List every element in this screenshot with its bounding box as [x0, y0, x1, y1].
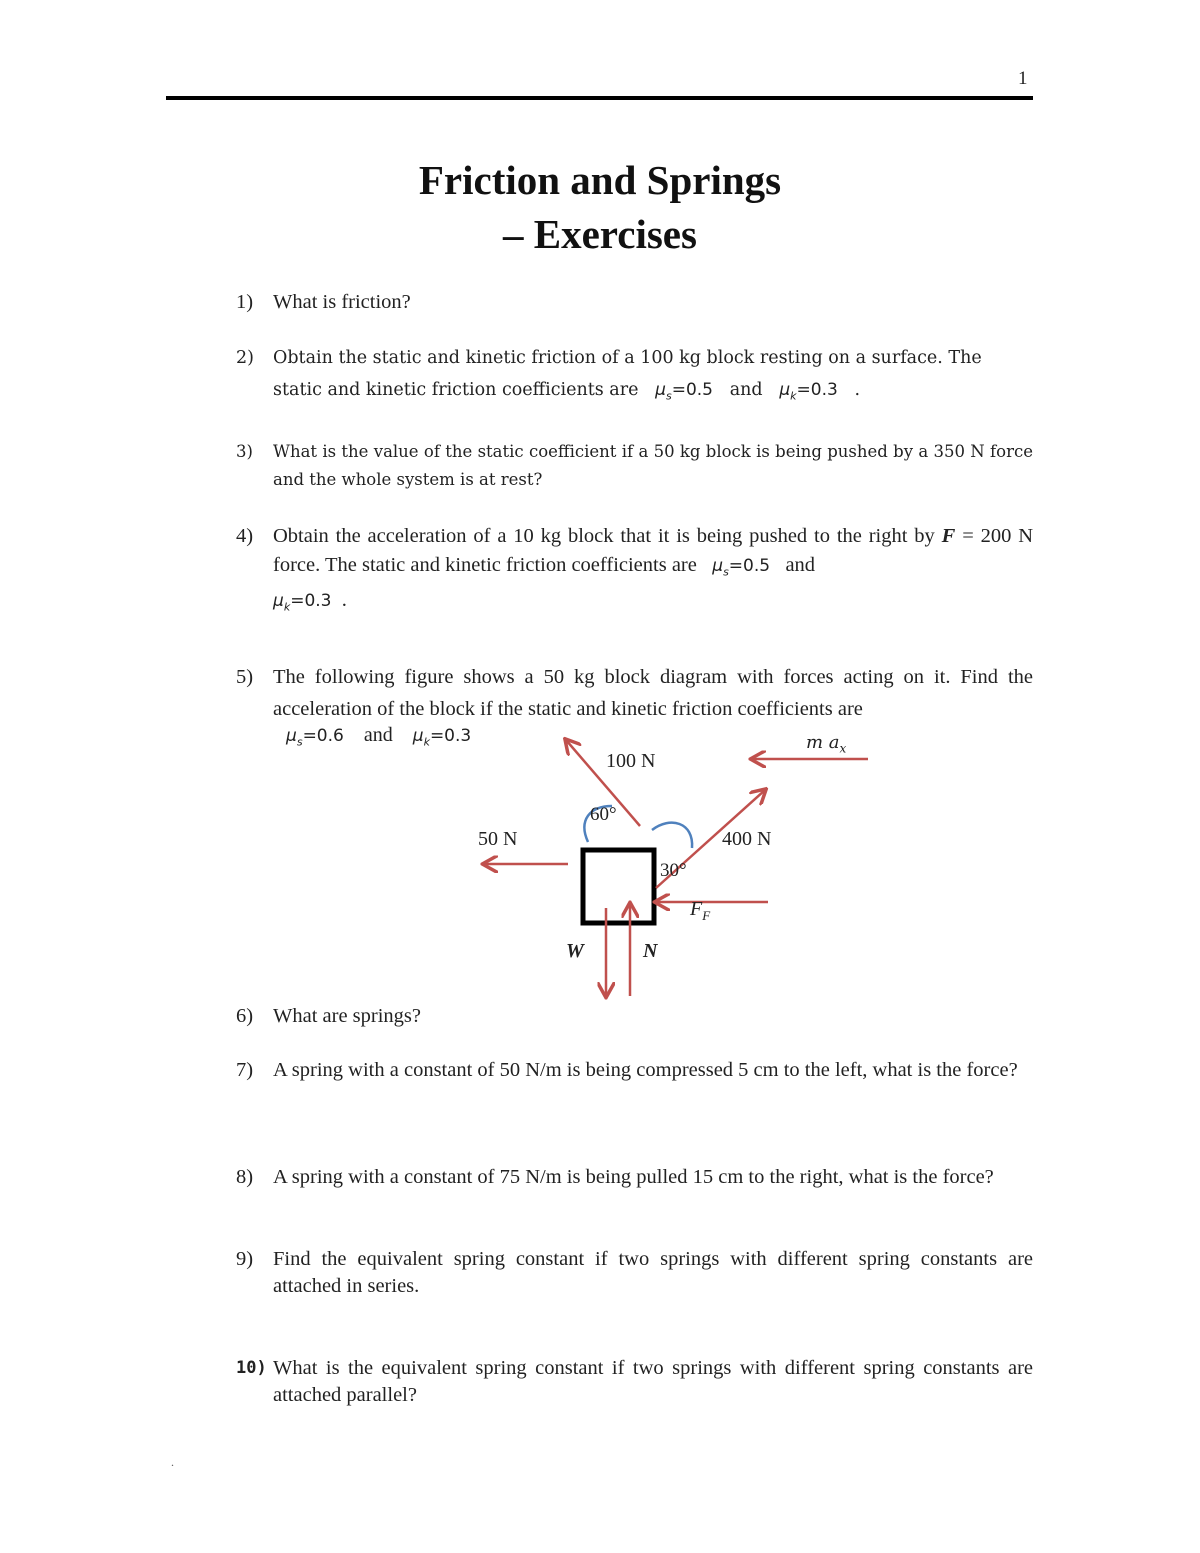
mu-k-symbol: $\mu_k$ [412, 726, 430, 749]
mu-subscript: k [790, 389, 797, 403]
question-number: 10) [236, 1358, 267, 1378]
weight-label: W [566, 940, 584, 962]
mu-k-value: =0.3 [796, 380, 838, 400]
question-text: What is the equivalent spring constant if two springs with different spring constants are attached parallel? [273, 1357, 1033, 1406]
mu-subscript: k [283, 600, 291, 614]
question-text: The following figure shows a 50 kg block diagram with forces acting on it. Find the acceleration of the block if the static and kinetic friction coefficients are [273, 666, 1033, 720]
angle-30-label: 30° [660, 860, 687, 881]
block [583, 850, 654, 923]
angle-30-arc [652, 823, 692, 848]
and-text: and [785, 554, 816, 576]
period: . [341, 589, 347, 612]
mu-k-symbol: $\mu_k$ [779, 380, 797, 403]
question-text: A spring with a constant of 50 N/m is being compressed 5 cm to the left, what is the force? [273, 1059, 1018, 1081]
force-400-label: 400 N [722, 828, 772, 850]
friction-subscript: F [702, 908, 711, 923]
question-10 [236, 1355, 1033, 1409]
question-9 [236, 1246, 1033, 1300]
question-number: 4) [236, 525, 254, 547]
period: . [854, 380, 861, 400]
question-text: Obtain the static and kinetic friction of a 100 kg block resting on a surface. The static and kinetic friction coefficients are [273, 348, 982, 400]
page-subtitle: – Exercises [503, 211, 697, 257]
page-title: Friction and Springs [418, 157, 782, 203]
angle-60-label: 60° [590, 804, 617, 825]
question-text: What is friction? [273, 291, 411, 313]
force-50-label: 50 N [478, 828, 518, 850]
and-text: and [363, 724, 393, 746]
question-text: A spring with a constant of 75 N/m is being pulled 15 cm to the right, what is the force? [273, 1166, 994, 1188]
inertial-force-subscript: x [839, 741, 847, 756]
question-text: Find the equivalent spring constant if two springs with different spring constants are attached in series. [273, 1248, 1033, 1297]
mu-subscript: s [665, 389, 672, 403]
mu-subscript: k [423, 735, 430, 749]
question-number: 2) [236, 348, 254, 368]
friction-text: F [690, 898, 703, 920]
mu-s-value: =0.5 [671, 380, 713, 400]
mu-s-symbol: $\mu_s$ [286, 726, 303, 749]
force-100-label: 100 N [606, 750, 656, 772]
force-symbol: F [941, 525, 956, 547]
mu-s-value: =0.6 [302, 726, 344, 746]
footer-mark: . [171, 1455, 174, 1469]
question-number: 9) [236, 1248, 254, 1270]
question-text: What are springs? [273, 1005, 421, 1027]
mu-s-symbol: $\mu_s$ [655, 380, 672, 403]
mu-k-value: =0.3 [429, 726, 472, 746]
mu-k-symbol: $\mu_k$ [273, 591, 291, 614]
question-number: 7) [236, 1059, 254, 1081]
mu-subscript: s [296, 735, 303, 749]
question-number: 8) [236, 1166, 254, 1188]
question-text: What is the value of the static coefficient if a 50 kg block is being pushed by a 350 N force and the whole system is at rest? [273, 442, 1033, 489]
question-number: 3) [236, 442, 253, 461]
inertial-force-label [806, 732, 846, 756]
inertial-force-text: m a [806, 732, 840, 753]
mu-s-value: =0.5 [728, 556, 771, 576]
question-6 [236, 1002, 1033, 1030]
question-number: 5) [236, 666, 254, 688]
normal-label: N [643, 940, 658, 962]
question-7 [236, 1057, 1033, 1084]
question-number: 6) [236, 1005, 254, 1027]
question-number: 1) [236, 291, 254, 313]
mu-s-symbol: $\mu_s$ [712, 556, 729, 579]
and-text: and [729, 380, 763, 400]
question-8 [236, 1164, 1033, 1191]
page-number: 1 [1018, 68, 1028, 89]
mu-subscript: s [723, 565, 729, 579]
friction-label [690, 898, 710, 924]
question-text-cont: = 200 N force. The static and kinetic friction coefficients are [273, 525, 1034, 576]
mu-k-value: =0.3 [290, 591, 332, 612]
question-text: Obtain the acceleration of a 10 kg block that it is being pushed to the right by [273, 525, 935, 547]
